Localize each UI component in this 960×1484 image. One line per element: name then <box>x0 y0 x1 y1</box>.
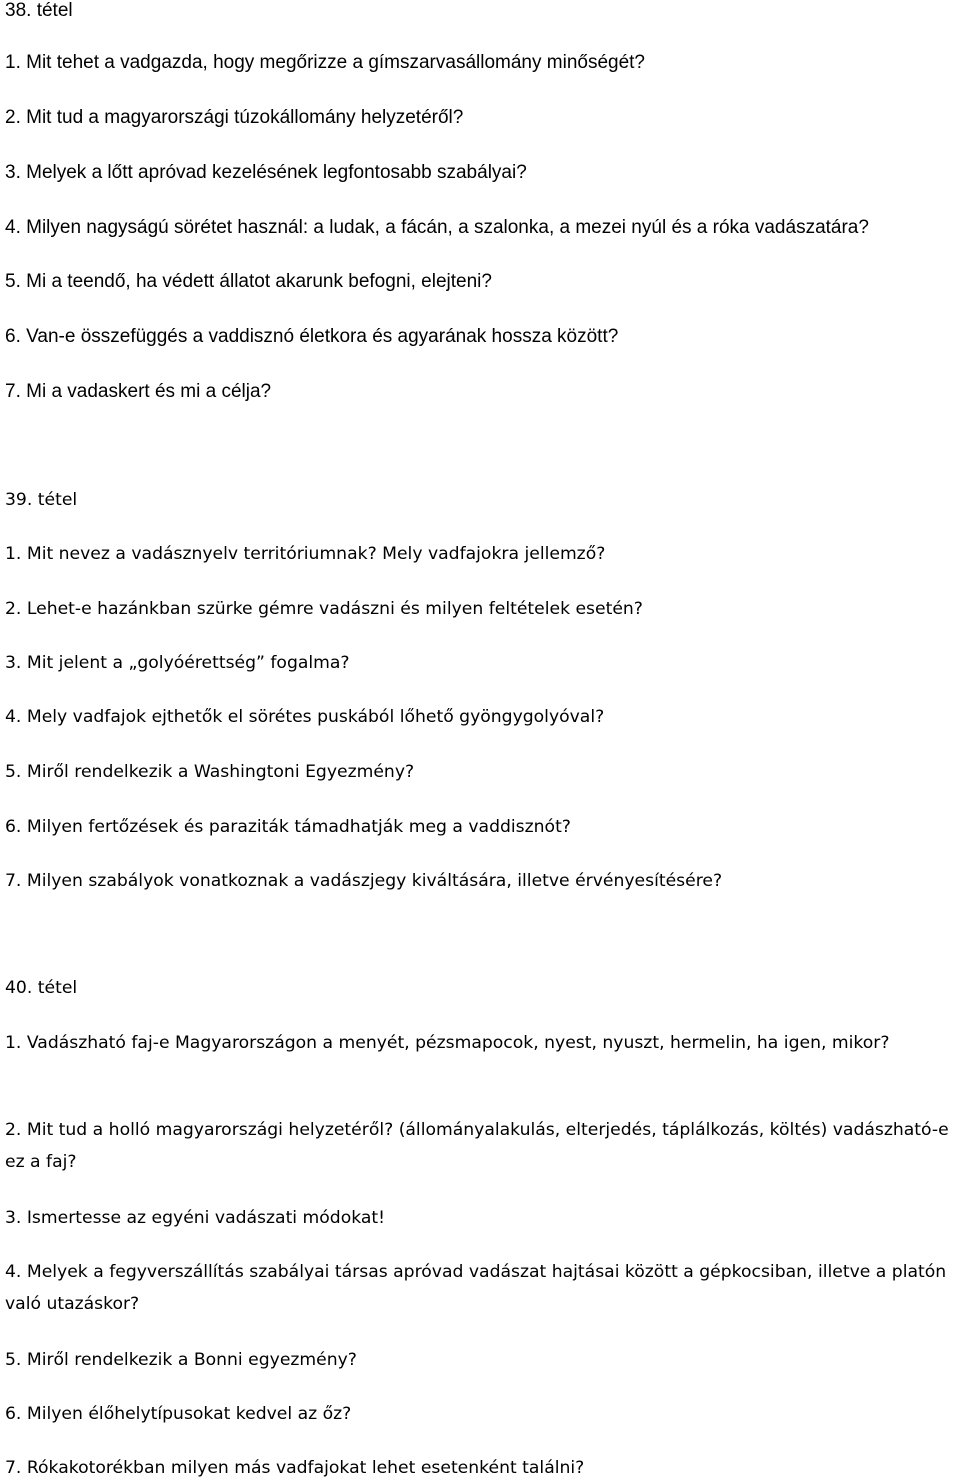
question-item: 5. Mi a teendő, ha védett állatot akarunk befogni, elejteni? <box>5 271 492 292</box>
section-heading: 39. tétel <box>5 490 78 510</box>
question-item: 2. Mit tud a magyarországi túzokállomány helyzetéről? <box>5 107 464 128</box>
section-heading: 40. tétel <box>5 978 78 998</box>
question-item: 2. Lehet-e hazánkban szürke gémre vadászni és milyen feltételek esetén? <box>5 599 643 619</box>
question-item: 4. Melyek a fegyverszállítás szabályai társas apróvad vadászat hajtásai között a gépkocsiban, illetve a platón való utazáskor? <box>5 1262 947 1314</box>
question-item: 6. Van-e összefüggés a vaddisznó életkora és agyarának hossza között? <box>5 326 619 347</box>
question-item: 3. Melyek a lőtt apróvad kezelésének legfontosabb szabályai? <box>5 162 527 183</box>
question-item: 6. Milyen élőhelytípusokat kedvel az őz? <box>5 1404 352 1424</box>
question-item: 3. Mit jelent a „golyóérettség” fogalma? <box>5 653 350 673</box>
question-item: 4. Mely vadfajok ejthetők el sörétes puskából lőhető gyöngygolyóval? <box>5 707 605 727</box>
question-item: 1. Vadászható faj-e Magyarországon a menyét, pézsmapocok, nyest, nyuszt, hermelin, ha igen, mikor? <box>5 1033 890 1053</box>
question-item: 7. Mi a vadaskert és mi a célja? <box>5 381 272 402</box>
question-item: 7. Milyen szabályok vonatkoznak a vadászjegy kiváltására, illetve érvényesítésére? <box>5 871 723 891</box>
question-item: 1. Mit nevez a vadásznyelv territóriumnak? Mely vadfajokra jellemző? <box>5 544 606 564</box>
question-item: 7. Rókakotorékban milyen más vadfajokat lehet esetenként találni? <box>5 1458 585 1478</box>
question-item: 4. Milyen nagyságú sörétet használ: a ludak, a fácán, a szalonka, a mezei nyúl és a róka vadászatára? <box>5 217 869 238</box>
question-item: 5. Miről rendelkezik a Washingtoni Egyezmény? <box>5 762 415 782</box>
question-item: 2. Mit tud a holló magyarországi helyzetéről? (állományalakulás, elterjedés, táplálkozás, költés) vadászható-e ez a faj? <box>5 1120 949 1172</box>
question-item: 5. Miről rendelkezik a Bonni egyezmény? <box>5 1350 357 1370</box>
question-item: 1. Mit tehet a vadgazda, hogy megőrizze a gímszarvasállomány minőségét? <box>5 52 645 73</box>
question-item: 3. Ismertesse az egyéni vadászati módokat! <box>5 1208 386 1228</box>
question-item: 6. Milyen fertőzések és paraziták támadhatják meg a vaddisznót? <box>5 817 571 837</box>
section-heading: 38. tétel <box>5 0 73 21</box>
